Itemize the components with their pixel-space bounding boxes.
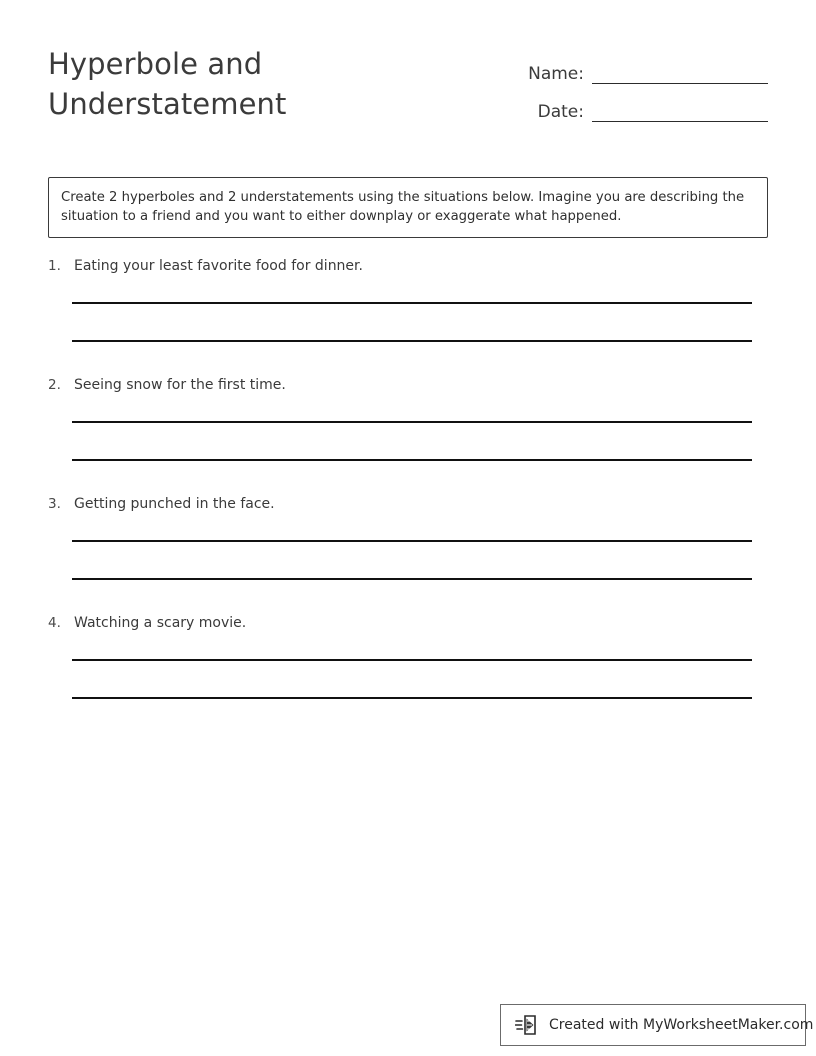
question-text: Getting punched in the face.	[74, 496, 275, 512]
question-item	[48, 377, 768, 496]
question-number: 1.	[48, 258, 61, 274]
date-field-label: Date:	[537, 102, 584, 122]
answer-line[interactable]	[72, 578, 752, 580]
page-title	[48, 44, 488, 124]
question-item	[48, 258, 768, 377]
name-field-row	[518, 50, 768, 88]
question-heading	[48, 377, 768, 405]
question-heading	[48, 615, 768, 643]
answer-line[interactable]	[72, 340, 752, 342]
created-with-badge-label: Created with MyWorksheetMaker.com	[549, 1017, 814, 1033]
student-info-fields	[518, 50, 768, 126]
answer-lines	[72, 540, 752, 580]
question-number: 2.	[48, 377, 61, 393]
answer-line[interactable]	[72, 421, 752, 423]
answer-line[interactable]	[72, 659, 752, 661]
created-with-badge[interactable]	[500, 1004, 814, 1046]
name-input-line[interactable]	[592, 82, 768, 84]
answer-lines	[72, 302, 752, 342]
question-text: Seeing snow for the first time.	[74, 377, 286, 393]
question-heading	[48, 496, 768, 524]
answer-lines	[72, 659, 752, 699]
date-input-line[interactable]	[592, 120, 768, 122]
question-item	[48, 615, 768, 734]
question-item	[48, 496, 768, 615]
name-field-label: Name:	[528, 64, 584, 84]
question-text: Watching a scary movie.	[74, 615, 247, 631]
page-title-line-2: Understatement	[48, 87, 287, 121]
date-field-row	[518, 88, 768, 126]
answer-lines	[72, 421, 752, 461]
page-title-line-1: Hyperbole and	[48, 47, 263, 81]
answer-line[interactable]	[72, 459, 752, 461]
answer-line[interactable]	[72, 697, 752, 699]
instructions-box: Create 2 hyperboles and 2 understatements using the situations below. Imagine you are describing the situation to a friend and you want to either downplay or exaggerate what happened.	[48, 177, 768, 238]
question-text: Eating your least favorite food for dinner.	[74, 258, 363, 274]
answer-line[interactable]	[72, 540, 752, 542]
question-heading	[48, 258, 768, 286]
question-number: 3.	[48, 496, 61, 512]
question-number: 4.	[48, 615, 61, 631]
worksheet-header	[48, 44, 768, 144]
questions-list	[48, 258, 768, 734]
answer-line[interactable]	[72, 302, 752, 304]
worksheet-maker-logo-icon	[515, 1013, 541, 1037]
